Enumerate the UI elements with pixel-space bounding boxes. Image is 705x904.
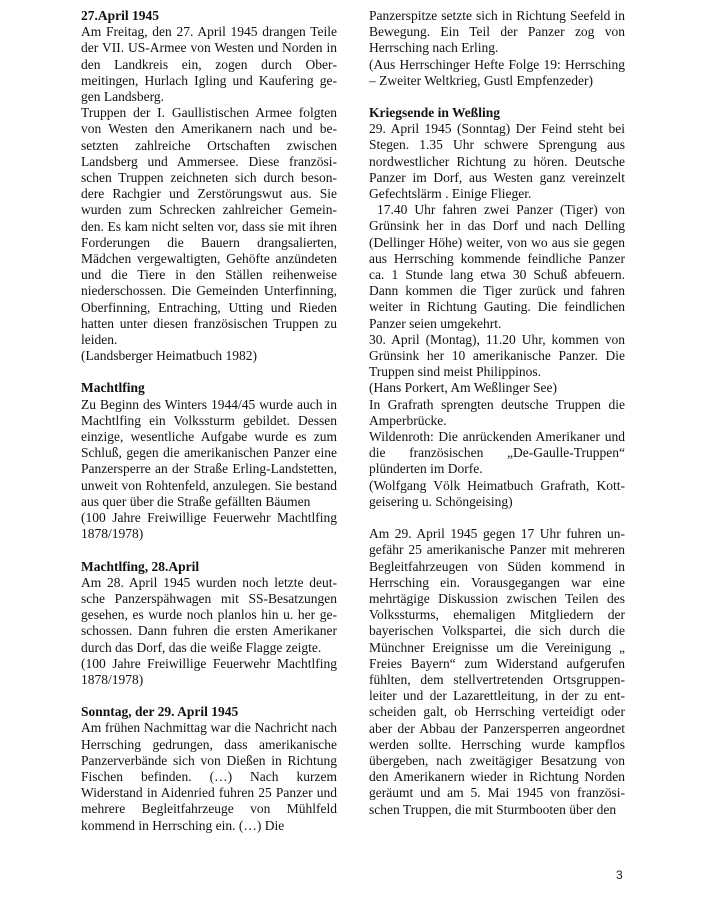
source-citation: (Wolfgang Völk Heimatbuch Grafrath, Kottgeisering u. Schöngeising) (369, 477, 625, 509)
source-citation: (100 Jahre Freiwillige Feuerwehr Machtlfing 1878/1978) (81, 510, 337, 542)
section-kriegsende-wessling (369, 105, 625, 510)
section-heading: Machtlfing (81, 380, 145, 396)
paragraph: 17.40 Uhr fahren zwei Panzer (Tiger) von Grünsink her in das Dorf und nach Delling (Dellinger Höhe) weiter, von wo aus sie gegen aus Herrsching kommende feindliche Panzer ca. 1 Stunde lang etwa 30 Schuß abfeuern. Dann kommen die Tiger zurück und fahren weiter in Richtung Gauting. Die feindlichen Panzer seien umgekehrt. (369, 202, 625, 331)
paragraph: Am frühen Nachmittag war die Nachricht nach Herrsching gedrungen, dass amerikanische Panzerverbände sich von Dießen in Richtung Fischen befinden. (…) Nach kurzem Widerstand in Aidenried fuhren 25 Panzer und mehrere Begleitfahrzeuge von Mühlfeld kommend in Herrsching ein. (…) Die (81, 720, 337, 833)
page-number: 3 (616, 868, 623, 882)
section-heading: Kriegsende in Weßling (369, 105, 501, 121)
source-citation: (Hans Porkert, Am Weßlinger See) (369, 380, 557, 396)
paragraph: Truppen der I. Gaullistischen Armee folgten von Westen den Amerikanern nach und besetzten zahlreiche Ortschaften zwischen Landsberg und Ammersee. Diese französischen Truppen zeichneten sich durch besondere Rachgier und Zerstörungswut aus. Sie wurden zum Schrecken zahlreicher Gemeinden. Es kam nicht selten vor, dass sie mit ihren Forderungen die Bauern drangsalierten, Mädchen vergewaltigten, Gehöfte anzündeten und die Tiere in den Ställen reihenweise niederschossen. Die Gemeinden Unterfinning, Oberfinning, Entraching, Utting und Rieden hatten unter diesen französischen Truppen zu leiden. (81, 105, 337, 348)
section-gap (81, 688, 337, 704)
paragraph: Am 29. April 1945 gegen 17 Uhr fuhren ungefähr 25 amerikanische Panzer mit mehreren Begleitfahrzeugen von Süden kommend in Herrsching ein. Vorausgegangen war eine mehrtägige Diskussion zwischen Teilen des Volkssturms, ehemaligen Mitgliedern der bayerischen Volkspartei, die sich durch die Münchner Ereignisse um die Vereinigung „ Freies Bayern“ zum Widerstand aufgerufen fühlten, dem stellvertretenden Ortsgruppenleiter und der Lazarettleitung, in der zu entscheiden galt, ob Herrsching verteidigt oder aber der Abbau der Panzersperren angeordnet werden sollte. Herrsching wurde kampflos übergeben, nach zweitägiger Besatzung von den Amerikanern wieder in Richtung Norden geräumt und am 5. Mai 1945 von französischen Truppen, die mit Sturmbooten über den (369, 526, 625, 817)
paragraph: Am 28. April 1945 wurden noch letzte deutsche Panzerspähwagen mit SS-Besatzungen gesehen, es wurde noch planlos hin u. her geschossen. Dann fuhren die ersten Amerikaner durch das Dorf, das die weiße Flagge zeigte. (81, 574, 337, 655)
paragraph: Am Freitag, den 27. April 1945 drangen Teile der VII. US-Armee von Westen und Norden in den Landkreis ein, zogen durch Obermeitingen, Hurlach Igling und Kaufering gegen Landsberg. (81, 24, 337, 105)
source-citation: (Aus Herrschinger Hefte Folge 19: Herrsching – Zweiter Weltkrieg, Gustl Empfenzeder) (369, 56, 625, 88)
section-gap (369, 510, 625, 526)
section-machtlfing (81, 380, 337, 542)
source-citation: (Landsberger Heimatbuch 1982) (81, 348, 257, 364)
right-column (369, 8, 625, 818)
section-gap (369, 89, 625, 105)
section-heading: Sonntag, der 29. April 1945 (81, 704, 239, 720)
section-heading: Machtlfing, 28.April (81, 558, 200, 574)
section-gap (81, 543, 337, 559)
left-column (81, 8, 337, 834)
section-heading: 27.April 1945 (81, 8, 160, 23)
paragraph: Zu Beginn des Winters 1944/45 wurde auch in Machtlfing ein Volkssturm gebildet. Dessen einzige, wesentliche Aufgabe wurde es zum Schluß, gegen die amerikanischen Panzer eine Panzersperre an der Straße Erling-Landstetten, unweit von Rohtenfeld, anzulegen. Sie bestand aus quer über die Straße gefällten Bäumen (81, 396, 337, 509)
section-herrsching-continued (369, 8, 625, 89)
paragraph: In Grafrath sprengten deutsche Truppen die Amperbrücke. (369, 396, 625, 428)
paragraph: 30. April (Montag), 11.20 Uhr, kommen von Grünsink her 10 amerikanische Panzer. Die Truppen sind meist Philippinos. (369, 331, 625, 380)
source-citation: (100 Jahre Freiwillige Feuerwehr Machtlfing 1878/1978) (81, 655, 337, 687)
section-sonntag-29-april (81, 704, 337, 834)
section-machtlfing-28-april (81, 559, 337, 689)
paragraph: Panzerspitze setzte sich in Richtung Seefeld in Bewegung. Ein Teil der Panzer zog von Herrsching nach Erling. (369, 8, 625, 56)
section-herrsching-29-april (369, 526, 625, 818)
section-27-april-1945 (81, 8, 337, 364)
section-gap (81, 364, 337, 380)
paragraph: 29. April 1945 (Sonntag) Der Feind steht bei Stegen. 1.35 Uhr schwere Sprengung aus nordwestlicher Richtung zu hören. Deutsche Panzer im Dorf, aus Westen ganz vereinzelt Gefechtslärm . Einige Flieger. (369, 121, 625, 202)
paragraph: Wildenroth: Die anrückenden Amerikaner und die französischen „De-Gaulle-Truppen“ plünderten im Dorfe. (369, 429, 625, 477)
